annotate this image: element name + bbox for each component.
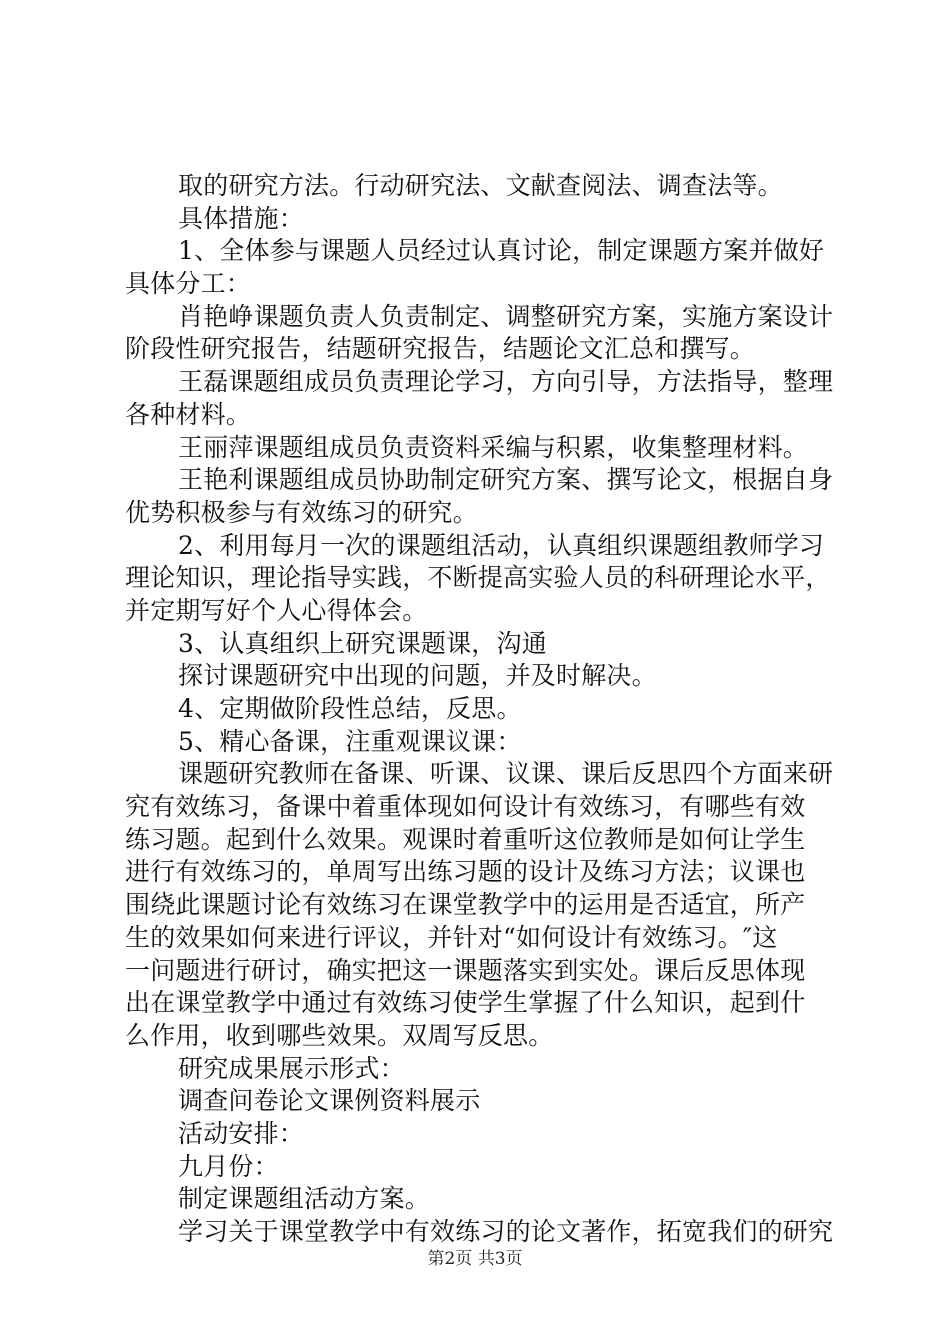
text-line: 究有效练习，备课中着重体现如何设计有效练习，有哪些有效 [125, 792, 806, 822]
text-line: 围绕此课题讨论有效练习在课堂教学中的运用是否适宜，所产 [125, 890, 806, 920]
text-line: 具体措施： [178, 203, 305, 233]
text-line: 么作用，收到哪些效果。双周写反思。 [125, 1020, 554, 1050]
text-line: 调查问卷论文课例资料展示 [178, 1086, 481, 1116]
text-line: 学习关于课堂教学中有效练习的论文著作，拓宽我们的研究 [178, 1217, 834, 1246]
text-line: 取的研究方法。行动研究法、文献查阅法、调查法等。 [178, 171, 783, 200]
text-line: 王丽萍课题组成员负责资料采编与积累，收集整理材料。 [178, 432, 809, 462]
text-line: 阶段性研究报告，结题研究报告，结题论文汇总和撰写。 [125, 334, 756, 364]
page-footer: 第2页 共3页 [427, 1249, 523, 1269]
text-line: 1、全体参与课题人员经过认真讨论，制定课题方案并做好 [178, 236, 825, 266]
text-line: 肖艳峥课题负责人负责制定、调整研究方案，实施方案设计 [178, 301, 834, 331]
text-line: 课题研究教师在备课、听课、议课、课后反思四个方面来研 [178, 759, 834, 789]
text-line: 制定课题组活动方案。 [178, 1184, 431, 1214]
document-body [125, 170, 845, 1249]
text-line: 王磊课题组成员负责理论学习，方向引导，方法指导，整理 [178, 367, 834, 397]
text-line: 王艳利课题组成员协助制定研究方案、撰写论文，根据自身 [178, 465, 834, 495]
text-line: 理论知识，理论指导实践，不断提高实验人员的科研理论水平， [125, 563, 831, 593]
text-line: 并定期写好个人心得体会。 [125, 595, 428, 625]
text-line: 出在课堂教学中通过有效练习使学生掌握了什么知识，起到什 [125, 988, 806, 1018]
text-line: 3、认真组织上研究课题课，沟通 [178, 628, 547, 658]
text-line: 4、定期做阶段性总结，反思。 [178, 694, 522, 723]
text-line: 活动安排： [178, 1118, 305, 1148]
text-line: 九月份： [178, 1151, 279, 1181]
text-line: 生的效果如何来进行评议，并针对“如何设计有效练习。″这 [125, 922, 778, 952]
text-line: 2、利用每月一次的课题组活动，认真组织课题组教师学习 [178, 530, 825, 560]
text-line: 各种材料。 [125, 399, 252, 429]
text-line: 一问题进行研讨，确实把这一课题落实到实处。课后反思体现 [125, 955, 806, 985]
text-line: 5、精心备课，注重观课议课： [178, 726, 522, 756]
text-line: 探讨课题研究中出现的问题，并及时解决。 [178, 661, 657, 691]
text-line: 练习题。起到什么效果。观课时着重听这位教师是如何让学生 [125, 824, 806, 854]
text-line: 研究成果展示形式： [178, 1053, 405, 1083]
text-line: 优势积极参与有效练习的研究。 [125, 497, 478, 527]
text-line: 具体分工： [125, 269, 252, 299]
text-line: 进行有效练习的，单周写出练习题的设计及练习方法；议课也 [125, 857, 806, 887]
